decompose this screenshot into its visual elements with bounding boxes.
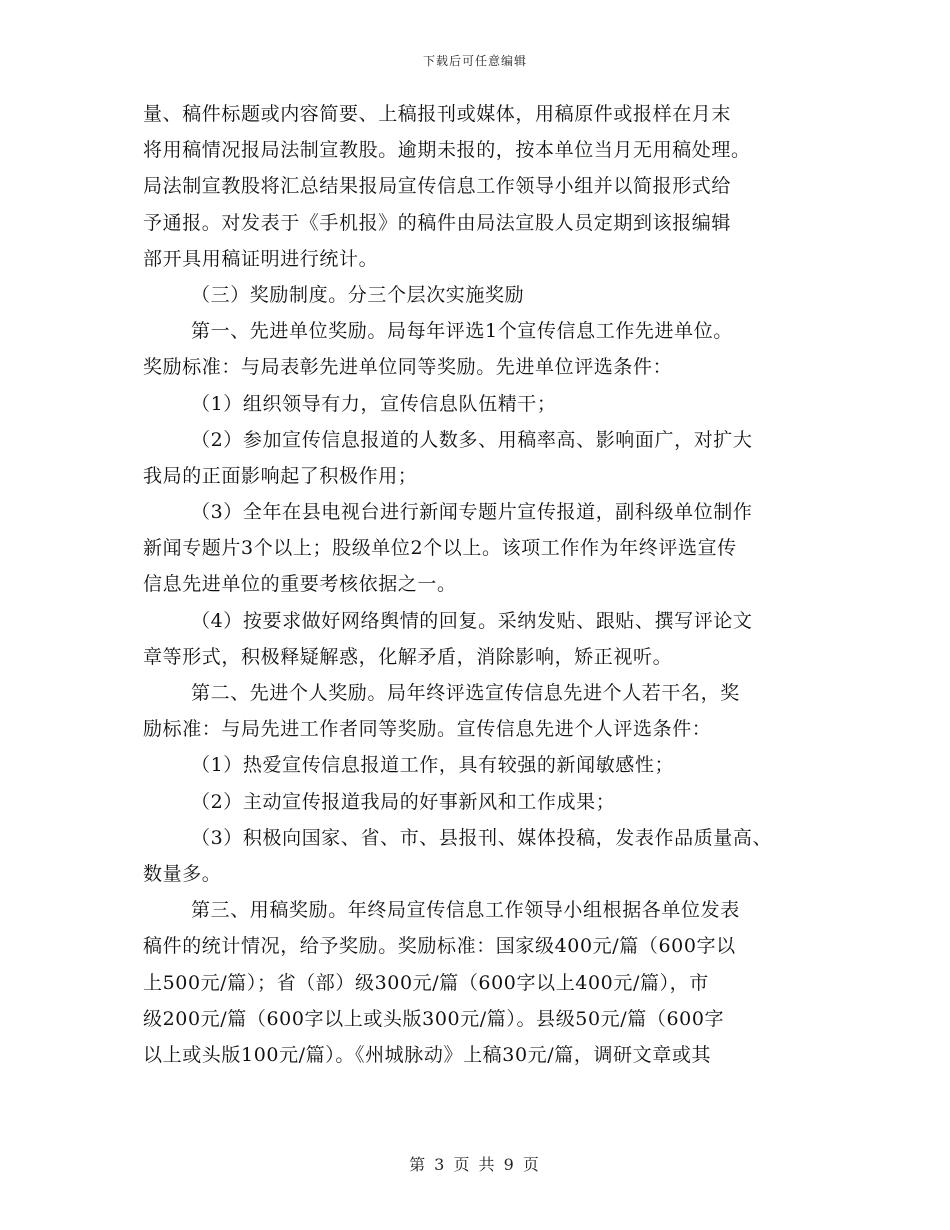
page-number: 第 3 页 共 9 页 bbox=[409, 1155, 541, 1174]
list-item: （2）主动宣传报道我局的好事新风和工作成果； bbox=[191, 790, 616, 813]
text-line: 章等形式，积极释疑解惑，化解矛盾，消除影响，矫正视听。 bbox=[143, 645, 673, 668]
text-line: 予通报。对发表于《手机报》的稿件由局法宣股人员定期到该报编辑 bbox=[143, 211, 732, 234]
text-line: 我局的正面影响起了积极作用； bbox=[143, 464, 418, 487]
page-header-note: 下载后可任意编辑 bbox=[422, 54, 527, 68]
text-line: 将用稿情况报局法制宣教股。逾期未报的，按本单位当月无用稿处理。 bbox=[143, 139, 751, 162]
text-line: 数量多。 bbox=[143, 862, 222, 885]
text-line: 第一、先进单位奖励。局每年评选1个宣传信息工作先进单位。 bbox=[191, 320, 733, 343]
text-line: 稿件的统计情况，给予奖励。奖励标准：国家级400元/篇（600字以 bbox=[143, 935, 736, 958]
list-item: （3）全年在县电视台进行新闻专题片宣传报道，副科级单位制作 bbox=[191, 501, 753, 524]
text-line: 部开具用稿证明进行统计。 bbox=[143, 247, 379, 270]
text-line: 第三、用稿奖励。年终局宣传信息工作领导小组根据各单位发表 bbox=[191, 899, 740, 922]
text-line: 上500元/篇）；省（部）级300元/篇（600字以上400元/篇），市 bbox=[143, 971, 709, 994]
list-item: （1）热爱宣传信息报道工作，具有较强的新闻敏感性； bbox=[191, 754, 675, 777]
text-line: 以上或头版100元/篇）。《州城脉动》上稿30元/篇，调研文章或其 bbox=[143, 1043, 712, 1066]
text-line: 新闻专题片3个以上；股级单位2个以上。该项工作作为年终评选宣传 bbox=[143, 537, 737, 560]
list-item: （1）组织领导有力，宣传信息队伍精干； bbox=[191, 392, 557, 415]
section-heading: （三）奖励制度。分三个层次实施奖励 bbox=[191, 283, 525, 306]
text-line: 信息先进单位的重要考核依据之一。 bbox=[143, 573, 457, 596]
text-line: 局法制宣教股将汇总结果报局宣传信息工作领导小组并以简报形式给 bbox=[143, 175, 732, 198]
text-line: 奖励标准：与局表彰先进单位同等奖励。先进单位评选条件： bbox=[143, 356, 673, 379]
list-item: （4）按要求做好网络舆情的回复。采纳发贴、跟贴、撰写评论文 bbox=[191, 609, 753, 632]
document-body bbox=[143, 96, 833, 1073]
list-item: （3）积极向国家、省、市、县报刊、媒体投稿，发表作品质量高、 bbox=[191, 826, 773, 849]
text-line: 级200元/篇（600字以上或头版300元/篇）。县级50元/篇（600字 bbox=[143, 1007, 725, 1030]
text-line: 量、稿件标题或内容简要、上稿报刊或媒体，用稿原件或报样在月末 bbox=[143, 103, 732, 125]
text-line: 励标准：与局先进工作者同等奖励。宣传信息先进个人评选条件： bbox=[143, 718, 712, 741]
text-line: 第二、先进个人奖励。局年终评选宣传信息先进个人若干名，奖 bbox=[191, 682, 740, 704]
list-item: （2）参加宣传信息报道的人数多、用稿率高、影响面广，对扩大 bbox=[191, 428, 753, 451]
